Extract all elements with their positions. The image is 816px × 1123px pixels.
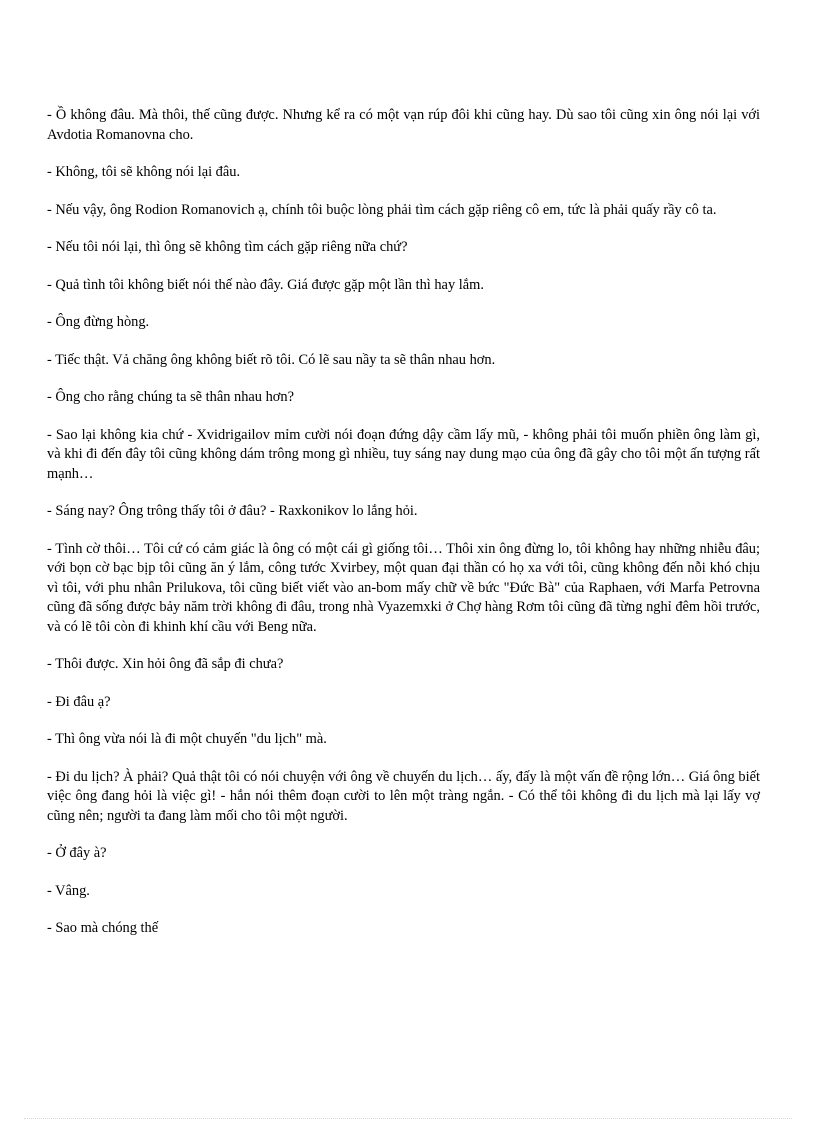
paragraph: - Sao mà chóng thế (47, 920, 159, 936)
paragraph: - Sao lại không kia chứ - Xvidrigailov mỉm cười nói đoạn đứng dậy cầm lấy mũ, - không phải tôi muốn phiền ông làm gì, và khi đi đến đây tôi cũng không dám trông mong gì nhiều, tuy sáng nay dung mạo của ông đã gây cho tôi một ấn tượng rất mạnh… (47, 426, 760, 482)
paragraph: - Đi đâu ạ? (47, 693, 111, 710)
paragraph: - Không, tôi sẽ không nói lại đâu. (47, 164, 241, 180)
paragraph: - Vâng. (47, 882, 90, 899)
paragraph: - Thôi được. Xin hỏi ông đã sắp đi chưa? (47, 656, 284, 672)
paragraph: - Ồ không đâu. Mà thôi, thế cũng được. Nhưng kể ra có một vạn rúp đôi khi cũng hay. Dù sao tôi cũng xin ông nói lại với Avdotia Romanovna cho. (47, 107, 760, 143)
paragraph: - Quả tình tôi không biết nói thế nào đây. Giá được gặp một lần thì hay lắm. (47, 276, 484, 293)
document-body (47, 106, 760, 957)
paragraph: - Đi du lịch? À phải? Quả thật tôi có nói chuyện với ông về chuyến du lịch… ấy, đấy là một vấn đề rộng lớn… Giá ông biết việc ông đang hỏi là việc gì! - hắn nói thêm đoạn cười to lên một tràng ngắn. - Có thể tôi không đi du lịch mà lại lấy vợ cũng nên; người ta đang làm mối cho tôi một người. (47, 768, 760, 824)
paragraph: - Ông đừng hòng. (47, 314, 150, 330)
paragraph: - Nếu vậy, ông Rodion Romanovich ạ, chính tôi buộc lòng phải tìm cách gặp riêng cô em, tức là phải quấy rầy cô ta. (47, 201, 717, 218)
paragraph: - Tiếc thật. Vả chăng ông không biết rõ tôi. Có lẽ sau nầy ta sẽ thân nhau hơn. (47, 351, 496, 368)
paragraph: - Thì ông vừa nói là đi một chuyến "du lịch" mà. (47, 731, 327, 747)
paragraph: - Tình cờ thôi… Tôi cứ có cảm giác là ông có một cái gì giống tôi… Thôi xin ông đừng lo, tôi không hay những nhiễu đâu; với bọn cờ bạc bịp tôi cũng ăn ý lắm, công tước Xvirbey, một quan đại thần có họ xa với tôi, cũng không đến nỗi khó chịu vì tôi, với phu nhân Prilukova, tôi cũng biết viết vào an-bom mấy chữ về bức "Đức Bà" của Raphaen, với Marfa Petrovna cũng đã sống được bảy năm trời không đi đâu, trong nhà Vyazemxki ở Chợ hàng Rơm tôi cũng đã từng nghỉ đêm hồi trước, và có lẽ tôi còn đi khinh khí cầu với Beng nữa. (47, 540, 760, 635)
paragraph: - Sáng nay? Ông trông thấy tôi ở đâu? - Raxkonikov lo lắng hỏi. (47, 503, 418, 519)
paragraph: - Nếu tôi nói lại, thì ông sẽ không tìm cách gặp riêng nữa chứ? (47, 239, 408, 255)
paragraph: - Ông cho rằng chúng ta sẽ thân nhau hơn? (47, 389, 294, 405)
paragraph: - Ở đây à? (47, 845, 107, 861)
page-bottom-divider (24, 1118, 792, 1119)
